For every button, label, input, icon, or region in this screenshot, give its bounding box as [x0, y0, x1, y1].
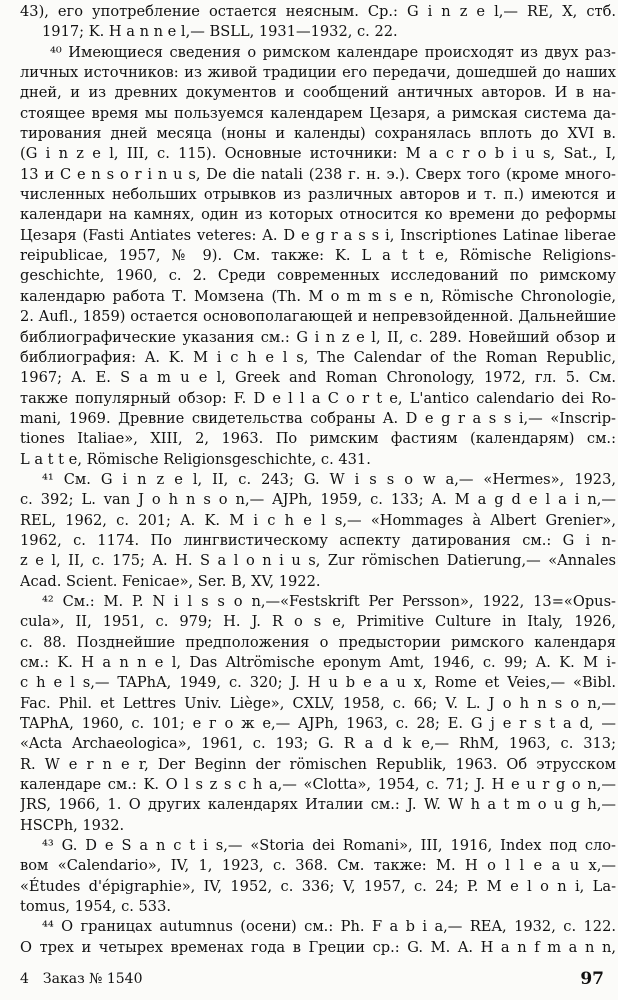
text-line: стоящее время мы пользуемся календарем Цезаря, а римская система да- — [20, 104, 616, 122]
footnote-43-start: ⁴³ G. D e S a n c t i s,— «Storia dei Romani», III, 1916, Index под сло- — [42, 837, 616, 855]
text-line: Acad. Scient. Fenicae», Ser. B, XV, 1922. — [20, 572, 321, 590]
footnote-44-start: ⁴⁴ О границах autumnus (осени) см.: Ph. F a b i a,— REA, 1932, с. 122. — [42, 918, 616, 936]
text-line: личных источников: из живой традиции его передачи, дошедшей до наших — [20, 64, 616, 82]
text-line: календаре см.: K. O l s z s c h a,— «Clotta», 1954, с. 71; J. H e u r g o n,— — [20, 776, 616, 794]
text-line: библиография: A. K. M i c h e l s, The Calendar of the Roman Republic, — [20, 348, 616, 366]
text-line: tiones Italiae», XIII, 2, 1963. По римским фастиям (календарям) см.: — [20, 430, 616, 448]
text-line: О трех и четырех временах года в Греции ср.: G. M. A. H a n f m a n n, — [20, 938, 616, 956]
text-line: «Acta Archaeologica», 1961, с. 193; G. R a d k e,— RhM, 1963, с. 313; — [20, 735, 616, 753]
order-number: Заказ № 1540 — [42, 971, 143, 987]
text-line: reipublicae, 1957, № 9). См. также: K. L a t t e, Römische Religions- — [20, 247, 616, 265]
text-line: 1917; K. H a n n e l,— BSLL, 1931—1932, с. 22. — [42, 23, 398, 41]
text-line: c h e l s,— TAPhA, 1949, с. 320; J. H u b e a u x, Rome et Veies,— «Bibl. — [20, 674, 616, 692]
footnote-42-start: ⁴² См.: M. P. N i l s s o n,—«Festskrift Per Persson», 1922, 13=«Opus- — [42, 592, 616, 610]
text-line: 43), его употребление остается неясным. Ср.: G i n z e l,— RE, X, стб. — [20, 3, 616, 20]
text-line: с. 392; L. van J o h n s o n,— AJPh, 1959, с. 133; A. M a g d e l a i n,— — [20, 491, 616, 509]
footnote-41-start: ⁴¹ См. G i n z e l, II, с. 243; G. W i s s o w a,— «Hermes», 1923, — [42, 470, 616, 488]
text-line: вом «Calendario», IV, 1, 1923, с. 368. См. также: M. H o l l e a u x,— — [20, 857, 616, 875]
text-line: библиографические указания см.: G i n z e l, II, с. 289. Новейший обзор и — [20, 328, 616, 346]
text-line: тирования дней месяца (ноны и календы) сохранялась вплоть до XVI в. — [20, 125, 616, 143]
text-line: календари на камнях, один из которых относится ко времени до реформы — [20, 206, 616, 224]
text-line: календарю работа Т. Момзена (Th. M o m m s e n, Römische Chronologie, — [20, 287, 616, 305]
text-line: TAPhA, 1960, с. 101; е г о ж е,— AJPh, 1963, с. 28; E. G j e r s t a d, — — [20, 715, 616, 733]
text-line: Цезаря (Fasti Antiates veteres: A. D e g r a s s i, Inscriptiones Latinae liberae — [20, 226, 616, 244]
text-line: 2. Aufl., 1859) остается основополагающей и непревзойденной. Дальнейшие — [20, 308, 616, 326]
text-line: tomus, 1954, с. 533. — [20, 898, 172, 916]
footnotes-text — [20, 2, 616, 958]
footnote-40-start: ⁴⁰ Имеющиеся сведения о римском календаре происходят из двух раз- — [50, 43, 616, 61]
text-line: z e l, II, с. 175; A. H. S a l o n i u s, Zur römischen Datierung,— «Annales — [20, 552, 616, 570]
printer-signature — [20, 971, 143, 987]
text-line: см.: K. H a n n e l, Das Altrömische eponym Amt, 1946, с. 99; A. K. M i- — [20, 654, 616, 671]
text-line: также популярный обзор: F. D e l l a C o r t e, L'antico calendario dei Ro- — [20, 389, 616, 407]
page-number: 97 — [580, 969, 604, 989]
text-line: mani, 1969. Древние свидетельства собраны A. D e g r a s s i,— «Inscrip- — [20, 409, 616, 427]
text-line: JRS, 1966, 1. О других календарях Италии см.: J. W. W h a t m o u g h,— — [20, 796, 616, 814]
text-line: REL, 1962, с. 201; A. K. M i c h e l s,— «Hommages à Albert Grenier», — [20, 511, 616, 529]
text-line: geschichte, 1960, с. 2. Среди современных исследований по римскому — [20, 267, 616, 285]
signature-number: 4 — [20, 971, 29, 987]
page-footer — [20, 969, 604, 991]
text-line: 13 и C e n s o r i n u s, De die natali (238 г. н. э.). Сверх того (кроме много- — [20, 165, 616, 183]
text-line: HSCPh, 1932. — [20, 816, 125, 834]
text-line: с. 88. Позднейшие предположения о предыстории римского календаря — [20, 633, 616, 651]
text-line: cula», II, 1951, с. 979; H. J. R o s e, Primitive Culture in Italy, 1926, — [20, 613, 616, 631]
text-line: «Études d'épigraphie», IV, 1952, с. 336; V, 1957, с. 24; P. M e l o n i, La- — [20, 877, 616, 895]
text-line: численных небольших отрывков из различных авторов и т. п.) имеются и — [20, 186, 616, 204]
text-line: 1967; A. E. S a m u e l, Greek and Roman Chronology, 1972, гл. 5. См. — [20, 369, 616, 387]
text-line: R. W e r n e r, Der Beginn der römischen Republik, 1963. Об этрусском — [20, 755, 616, 773]
text-line: Fac. Phil. et Lettres Univ. Liège», CXLV, 1958, с. 66; V. L. J o h n s o n,— — [20, 694, 616, 712]
text-line: дней, и из древних документов и сообщений античных авторов. И в на- — [20, 84, 616, 102]
text-line: 1962, с. 1174. По лингвистическому аспекту датирования см.: G i n- — [20, 531, 616, 549]
text-line: (G i n z e l, III, с. 115). Основные источники: M a c r o b i u s, Sat., I, — [20, 145, 616, 163]
text-line: L a t t e, Römische Religionsgeschichte, с. 431. — [20, 450, 371, 468]
